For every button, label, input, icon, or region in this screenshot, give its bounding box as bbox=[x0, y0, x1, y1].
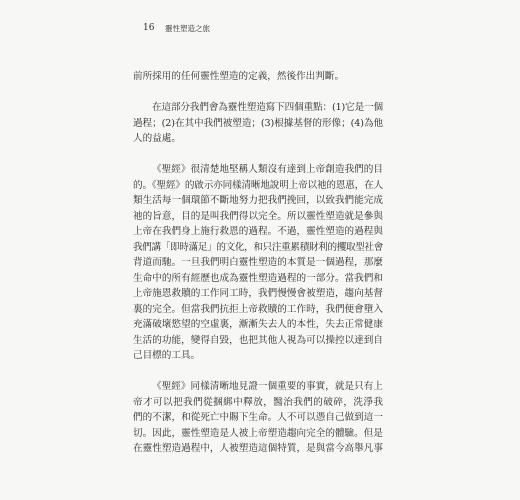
text-line: 充滿破壞慾望的空虛裏，漸漸失去人的本性，失去正常健康 bbox=[133, 319, 383, 330]
text-line: 《聖經》同樣清晰地見證一個重要的事實，就是只有上 bbox=[152, 381, 383, 392]
text-line: 裏的完全。但當我們抗拒上帝救贖的工作時，我們便會墮入 bbox=[133, 303, 383, 315]
text-line: 我們講「即時滿足」的文化，和只注重累積財利的攫取型社會 bbox=[133, 241, 383, 253]
text-line: 上帝在我們身上施行救恩的過程。不過，靈性塑造的過程與 bbox=[133, 226, 383, 237]
text-line: 前所採用的任何靈性塑造的定義，然後作出判斷。 bbox=[133, 71, 345, 82]
text-line: 們的不潔，和從死亡中賜下生命。人不可以憑自己做到這一 bbox=[133, 412, 383, 423]
text-line: 過程；(2)在其中我們被塑造；(3)根據基督的形像；(4)為他 bbox=[133, 117, 383, 129]
text-line: 生命中的所有經歷也成為靈性塑造過程的一部分。當我們和 bbox=[133, 272, 383, 284]
paragraph-2 bbox=[133, 100, 383, 147]
text-line: 切。因此，靈性塑造是人被上帝塑造趨向完全的體驗。但是 bbox=[133, 427, 383, 439]
text-line: 帝才可以把我們從捆綁中釋放，醫治我們的破碎，洗淨我 bbox=[133, 396, 383, 408]
text-line: 生活的功能，變得自毀，也把其他人視為可以操控以達到自 bbox=[133, 334, 383, 346]
text-line: 祂的旨意，目的是叫我們得以完全。所以靈性塑造就是參與 bbox=[133, 210, 383, 222]
text-line: 類生活每一個環節不斷地努力把我們挽回，以致我們能完成 bbox=[133, 195, 383, 206]
text-line: 背道而馳。一旦我們明白靈性塑造的本質是一個過程，那麼 bbox=[133, 257, 383, 268]
text-line: 己目標的工具。 bbox=[133, 350, 201, 361]
page-number: 16 bbox=[143, 23, 155, 33]
text-line: 上帝施恩救贖的工作同工時，我們慢慢會被塑造，趨向基督 bbox=[133, 288, 383, 299]
running-header-title: 靈性塑造之旅 bbox=[165, 24, 210, 33]
text-line: 的。《聖經》的啟示亦同樣清晰地說明上帝以祂的恩惠，在人 bbox=[133, 179, 383, 191]
paragraph-1 bbox=[133, 69, 383, 85]
paragraph-3 bbox=[133, 162, 383, 364]
text-line: 人的益處。 bbox=[133, 133, 181, 144]
text-line: 《聖經》很清楚地堅稱人類沒有達到上帝創造我們的目 bbox=[152, 164, 383, 175]
paragraph-4 bbox=[133, 379, 383, 457]
text-line: 在這部分我們會為靈性塑造寫下四個重點：(1)它是一個 bbox=[152, 102, 383, 113]
body-text bbox=[133, 69, 383, 457]
text-line: 在靈性塑造過程中，人被塑造這個特質，是與當今高舉凡事 bbox=[133, 443, 383, 454]
